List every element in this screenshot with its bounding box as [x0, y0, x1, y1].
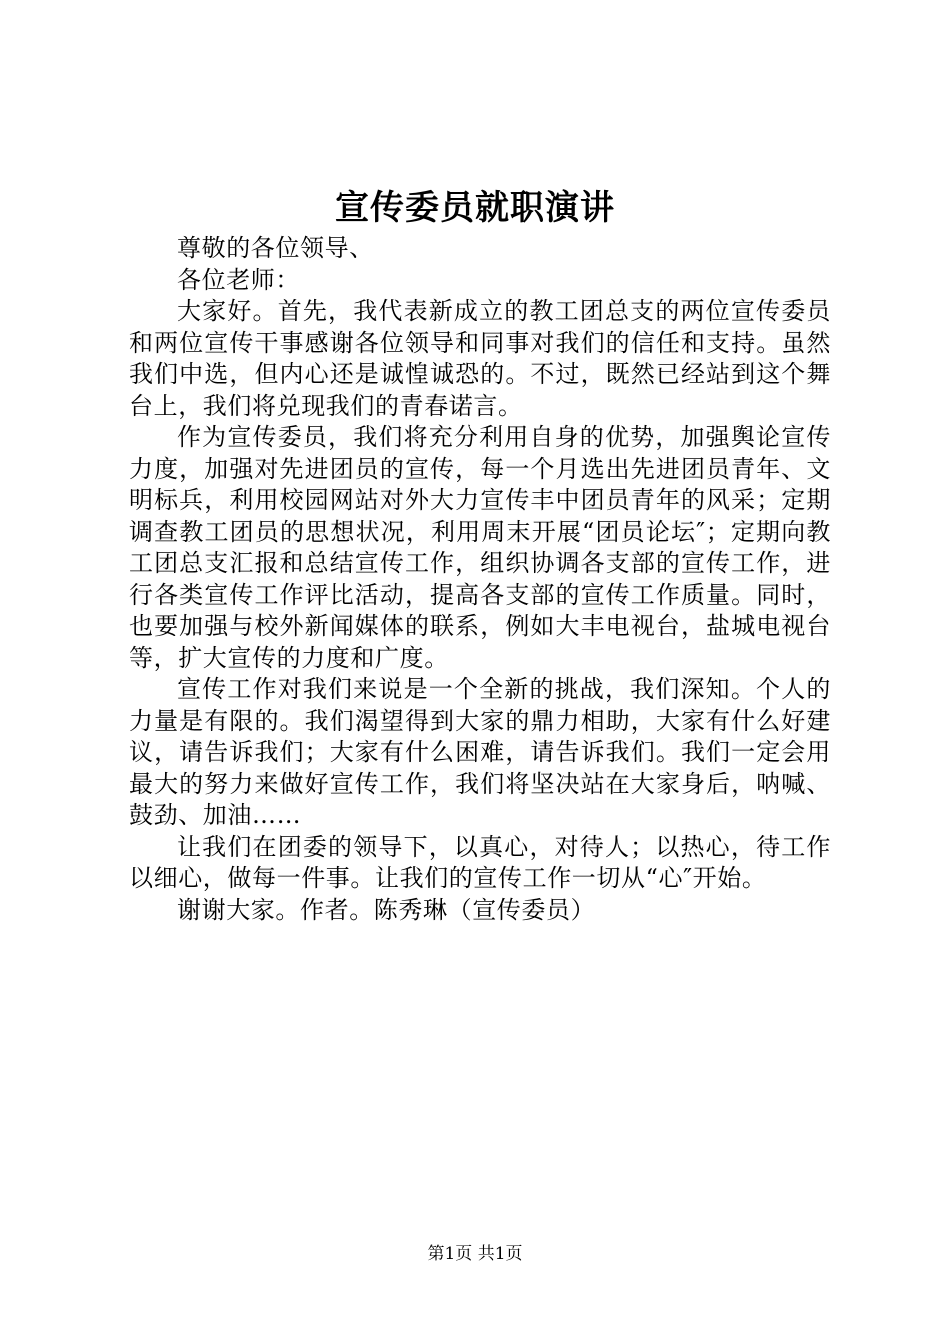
paragraph-challenge: 宣传工作对我们来说是一个全新的挑战，我们深知。个人的力量是有限的。我们渴望得到大家的鼎力相助，大家有什么好建议，请告诉我们；大家有什么困难，请告诉我们。我们一定会用最大的努力来做好宣传工作，我们将坚决站在大家身后，呐喊、鼓劲、加油……	[129, 675, 831, 829]
salutation-teachers: 各位老师：	[177, 265, 300, 294]
document-title: 宣传委员就职演讲	[335, 188, 615, 228]
paragraph-plans: 作为宣传委员，我们将充分利用自身的优势，加强舆论宣传力度，加强对先进团员的宣传，每一个月选出先进团员青年、文明标兵，利用校园网站对外大力宣传丰中团员青年的风采；定期调查教工团员的思想状况，利用周末开展“团员论坛″；定期向教工团总支汇报和总结宣传工作，组织协调各支部的宣传工作，进行各类宣传工作评比活动，提高各支部的宣传工作质量。同时，也要加强与校外新闻媒体的联系，例如大丰电视台，盐城电视台等，扩大宣传的力度和广度。	[129, 423, 831, 672]
paragraph-greeting: 大家好。首先，我代表新成立的教工团总支的两位宣传委员和两位宣传干事感谢各位领导和同事对我们的信任和支持。虽然我们中选，但内心还是诚惶诚恐的。不过，既然已经站到这个舞台上，我们将兑现我们的青春诺言。	[129, 297, 831, 420]
document-body	[129, 233, 831, 926]
paragraph-closing: 让我们在团委的领导下，以真心，对待人；以热心，待工作以细心，做每一件事。让我们的宣传工作一切从“心″开始。	[129, 832, 831, 892]
paragraph-thanks: 谢谢大家。作者。陈秀琳（宣传委员）	[177, 895, 596, 924]
page-footer: 第1页 共1页	[427, 1244, 523, 1264]
salutation-leaders: 尊敬的各位领导、	[177, 234, 374, 262]
